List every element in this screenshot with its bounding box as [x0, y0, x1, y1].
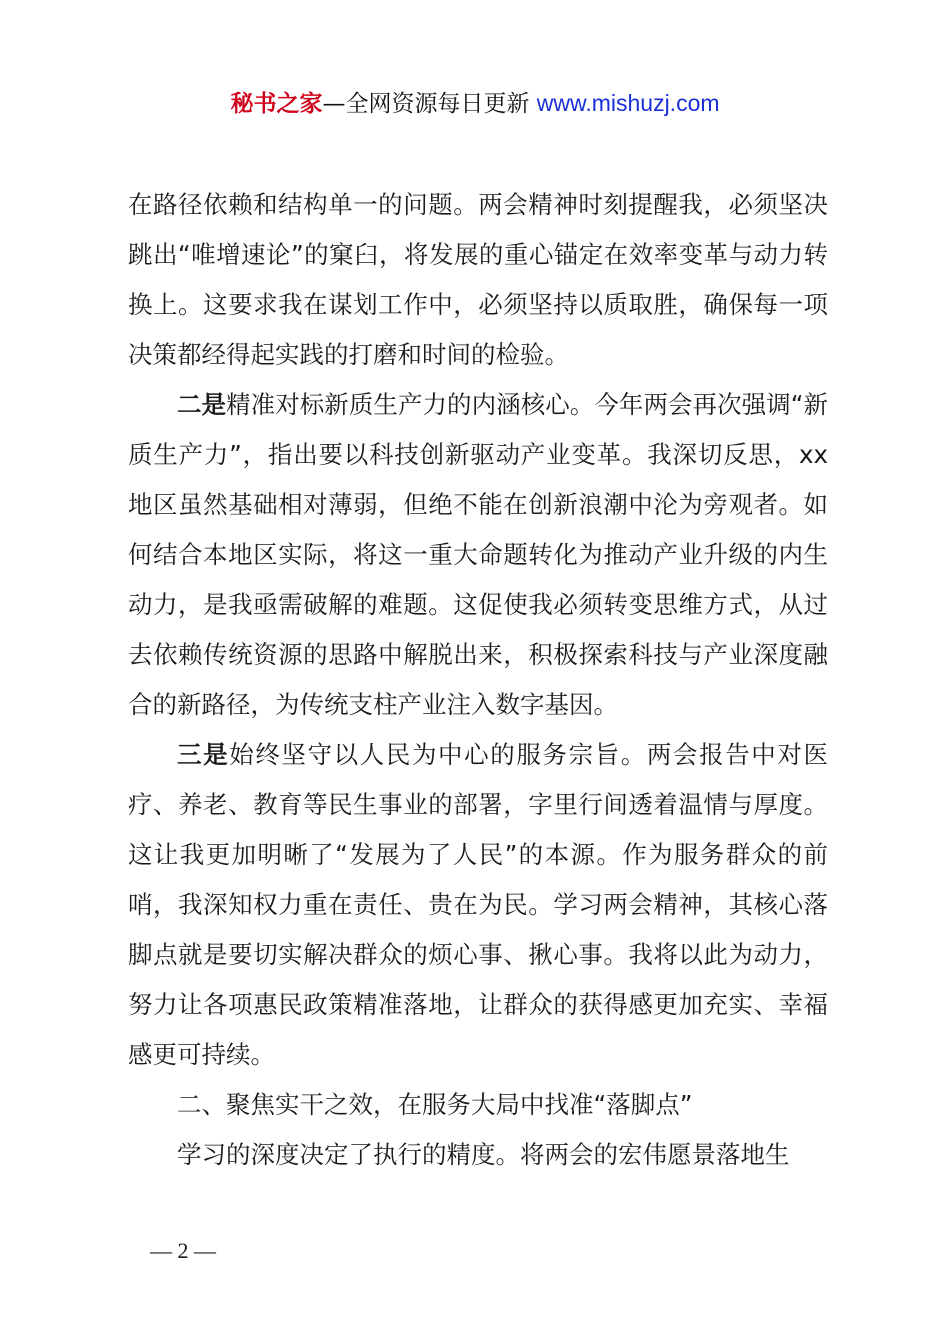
paragraph-2 [128, 380, 828, 730]
header-tagline: —全网资源每日更新 [322, 91, 537, 117]
paragraph-1: 在路径依赖和结构单一的问题。两会精神时刻提醒我，必须坚决跳出“唯增速论”的窠臼，将发展的重心锚定在效率变革与动力转换上。这要求我在谋划工作中，必须坚持以质取胜，确保每一项决策都经得起实践的打磨和时间的检验。 [128, 190, 828, 369]
brand-name: 秘书之家 [230, 91, 323, 117]
site-header [0, 86, 950, 121]
paragraph-3-text: 始终坚守以人民为中心的服务宗旨。两会报告中对医疗、养老、教育等民生事业的部署，字里行间透着温情与厚度。这让我更加明晰了“发展为了人民”的本源。作为服务群众的前哨，我深知权力重在责任、贵在为民。学习两会精神，其核心落脚点就是要切实解决群众的烦心事、揪心事。我将以此为动力，努力让各项惠民政策精准落地，让群众的获得感更加充实、幸福感更可持续。 [128, 740, 829, 1069]
paragraph-2-text: 精准对标新质生产力的内涵核心。今年两会再次强调“新质生产力”，指出要以科技创新驱动产业变革。我深切反思，xx地区虽然基础相对薄弱，但绝不能在创新浪潮中沦为旁观者。如何结合本地区实际，将这一重大命题转化为推动产业升级的内生动力，是我亟需破解的难题。这促使我必须转变思维方式，从过去依赖传统资源的思路中解脱出来，积极探索科技与产业深度融合的新路径，为传统支柱产业注入数字基因。 [128, 390, 828, 719]
page-number: — 2 — [150, 1238, 216, 1263]
paragraph-2-lead: 二是 [177, 390, 227, 419]
document-body [128, 180, 828, 1180]
paragraph-3-lead: 三是 [177, 740, 230, 769]
paragraph-3 [128, 730, 828, 1080]
section-heading: 二、聚焦实干之效，在服务大局中找准“落脚点” [177, 1090, 693, 1119]
paragraph-4: 学习的深度决定了执行的精度。将两会的宏伟愿景落地生 [177, 1140, 790, 1169]
site-url[interactable]: www.mishuzj.com [536, 90, 720, 116]
